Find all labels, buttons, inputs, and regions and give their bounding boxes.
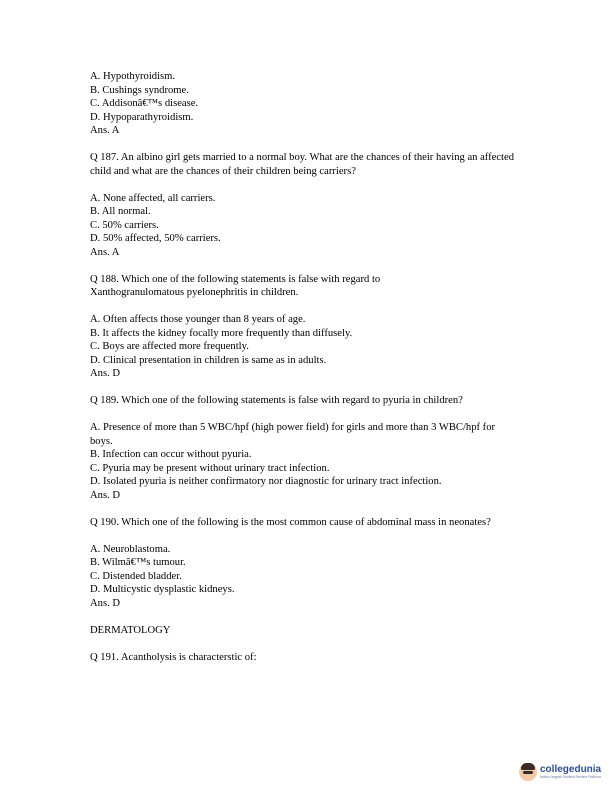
option-b: B. Cushings syndrome. bbox=[90, 84, 189, 96]
question-text: Q 190. Which one of the following is the most common cause of abdominal mass in neonates? bbox=[90, 516, 491, 528]
option-d: D. Hypoparathyroidism. bbox=[90, 111, 194, 123]
option-b: B. Infection can occur without pyuria. bbox=[90, 449, 252, 460]
logo-tagline: India's largest Student Review Platform bbox=[540, 774, 601, 779]
prev-question-block bbox=[90, 70, 530, 138]
question-190-block bbox=[90, 516, 530, 611]
answer: Ans. A bbox=[90, 246, 120, 258]
option-d: D. Clinical presentation in children is same as in adults. bbox=[90, 354, 327, 366]
option-a: A. Presence of more than 5 WBC/hpf (high power field) for girls and more than 3 WBC/hpf for boys. bbox=[90, 422, 496, 447]
option-a: A. Hypothyroidism. bbox=[90, 71, 176, 82]
next-question-text: Q 191. Acantholysis is characterstic of: bbox=[90, 651, 257, 663]
answer: Ans. D bbox=[90, 597, 121, 609]
section-heading: DERMATOLOGY bbox=[90, 624, 171, 636]
question-188-block bbox=[90, 273, 530, 381]
option-a: A. Often affects those younger than 8 years of age. bbox=[90, 314, 306, 325]
option-c: C. 50% carriers. bbox=[90, 219, 159, 231]
option-b: B. Wilmâ€™s tumour. bbox=[90, 557, 186, 568]
question-text: Q 188. Which one of the following statements is false with regard to Xanthogranulomatous pyelonephritis in children. bbox=[90, 273, 381, 298]
option-c: C. Pyuria may be present without urinary tract infection. bbox=[90, 462, 330, 474]
option-d: D. Isolated pyuria is neither confirmatory nor diagnostic for urinary tract infection. bbox=[90, 476, 442, 487]
document-page bbox=[90, 70, 530, 664]
question-189-block bbox=[90, 394, 530, 502]
option-b: B. It affects the kidney focally more frequently than diffusely. bbox=[90, 327, 353, 339]
option-d: D. 50% affected, 50% carriers. bbox=[90, 233, 221, 244]
option-a: A. Neuroblastoma. bbox=[90, 543, 171, 555]
option-c: C. Addisonâ€™s disease. bbox=[90, 98, 199, 109]
answer: Ans. D bbox=[90, 489, 121, 501]
answer: Ans. D bbox=[90, 368, 121, 379]
option-c: C. Boys are affected more frequently. bbox=[90, 341, 249, 352]
logo-name: collegedunia bbox=[540, 763, 602, 775]
mascot-icon bbox=[519, 763, 537, 781]
question-187-block bbox=[90, 151, 530, 259]
question-text: Q 187. An albino girl gets married to a normal boy. What are the chances of their having an affected child and what are the chances of their children being carriers? bbox=[90, 152, 514, 177]
answer: Ans. A bbox=[90, 125, 120, 136]
logo-text bbox=[540, 765, 601, 780]
option-c: C. Distended bladder. bbox=[90, 570, 182, 582]
option-b: B. All normal. bbox=[90, 206, 151, 217]
option-a: A. None affected, all carriers. bbox=[90, 192, 216, 204]
collegedunia-logo bbox=[519, 758, 605, 786]
question-text: Q 189. Which one of the following statements is false with regard to pyuria in children? bbox=[90, 395, 463, 406]
option-d: D. Multicystic dysplastic kidneys. bbox=[90, 584, 235, 595]
